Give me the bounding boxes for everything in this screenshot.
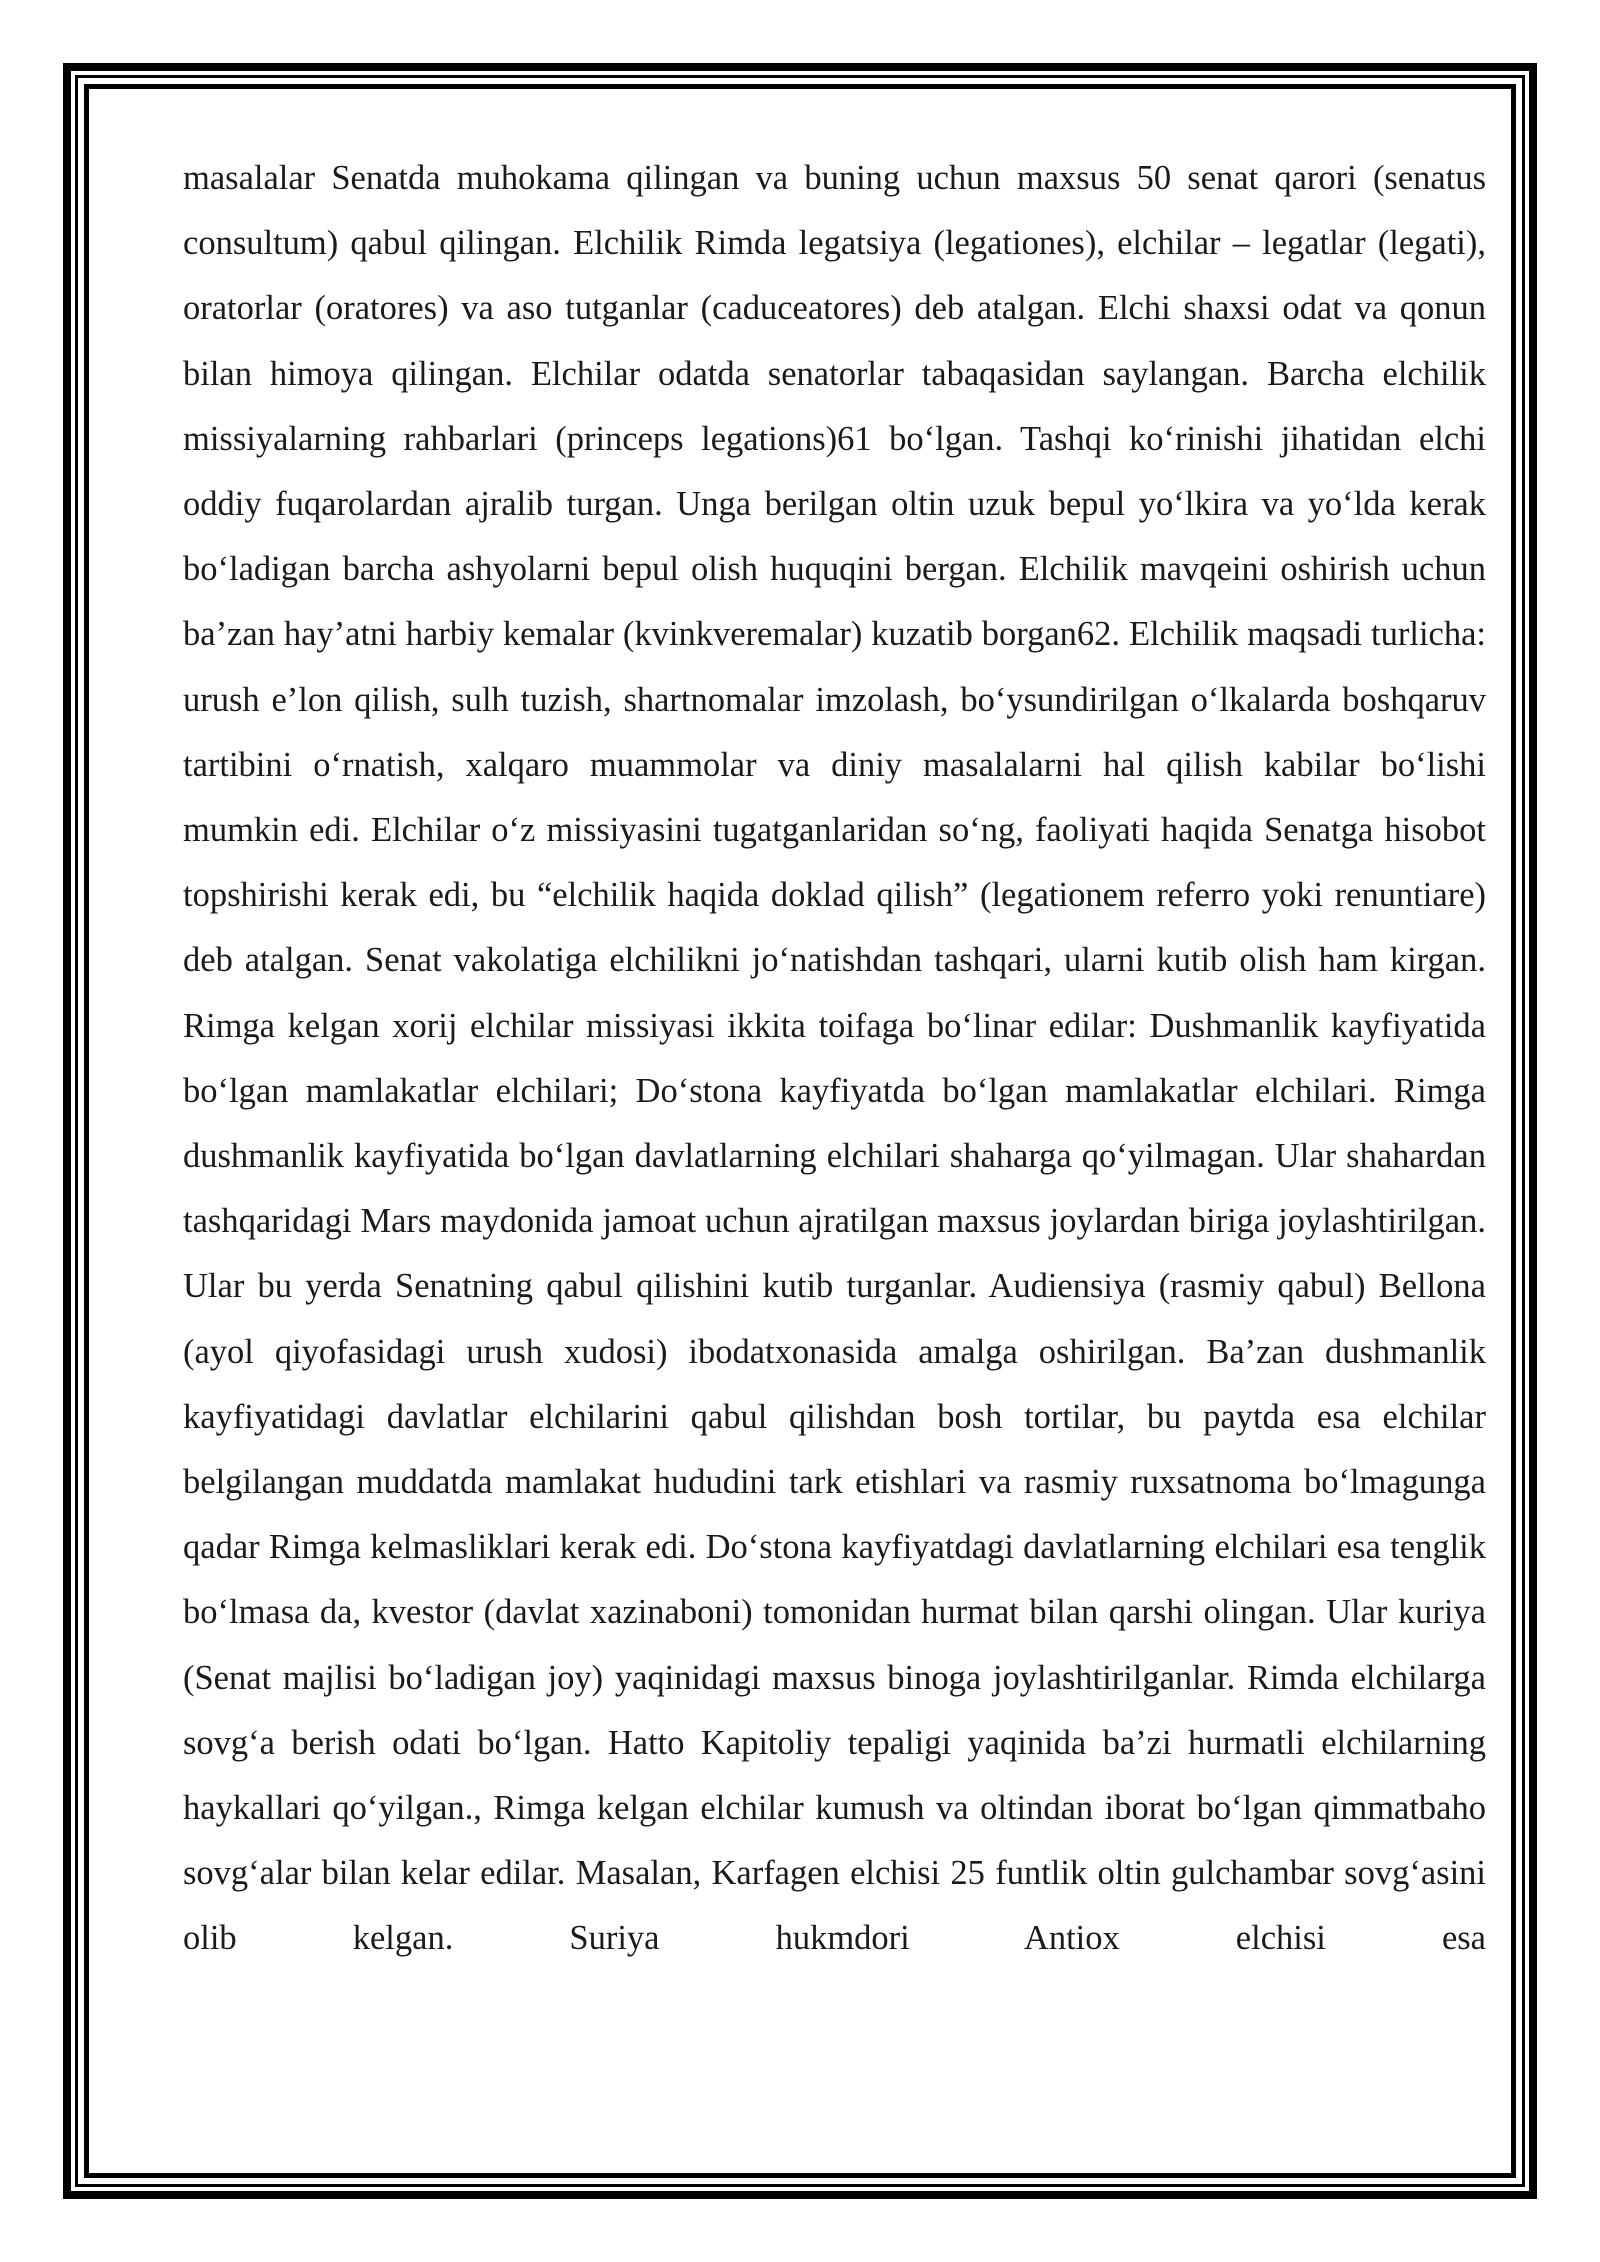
- body-paragraph: masalalar Senatda muhokama qilingan va buning uchun maxsus 50 senat qarori (senatus consultum) qabul qilingan. Elchilik Rimda legatsiya (legationes), elchilar – legatlar (legati), oratorlar (oratores) va aso tutganlar (caduceatores) deb atalgan. Elchi shaxsi odat va qonun bilan himoya qilingan. Elchilar odatda senatorlar tabaqasidan saylangan. Barcha elchilik missiyalarning rahbarlari (princeps legations)61 bo‘lgan. Tashqi ko‘rinishi jihatidan elchi oddiy fuqarolardan ajralib turgan. Unga berilgan oltin uzuk bepul yo‘lkira va yo‘lda kerak bo‘ladigan barcha ashyolarni bepul olish huquqini bergan. Elchilik mavqeini oshirish uchun ba’zan hay’atni harbiy kemalar (kvinkveremalar) kuzatib borgan62. Elchilik maqsadi turlicha: urush e’lon qilish, sulh tuzish, shartnomalar imzolash, bo‘ysundirilgan o‘lkalarda boshqaruv tartibini o‘rnatish, xalqaro muammolar va diniy masalalarni hal qilish kabilar bo‘lishi mumkin edi. Elchilar o‘z missiyasini tugatganlaridan so‘ng, faoliyati haqida Senatga hisobot topshirishi kerak edi, bu “elchilik haqida doklad qilish” (legationem referro yoki renuntiare) deb atalgan. Senat vakolatiga elchilikni jo‘natishdan tashqari, ularni kutib olish ham kirgan. Rimga kelgan xorij elchilar missiyasi ikkita toifaga bo‘linar edilar: Dushmanlik kayfiyatida bo‘lgan mamlakatlar elchilari; Do‘stona kayfiyatda bo‘lgan mamlakatlar elchilari. Rimga dushmanlik kayfiyatida bo‘lgan davlatlarning elchilari shaharga qo‘yilmagan. Ular shahardan tashqaridagi Mars maydonida jamoat uchun ajratilgan maxsus joylardan biriga joylashtirilgan. Ular bu yerda Senatning qabul qilishini kutib turganlar. Audiensiya (rasmiy qabul) Bellona (ayol qiyofasidagi urush xudosi) ibodatxonasida amalga oshirilgan. Ba’zan dushmanlik kayfiyatidagi davlatlar elchilarini qabul qilishdan bosh tortilar, bu paytda esa elchilar belgilangan muddatda mamlakat hududini tark etishlari va rasmiy ruxsatnoma bo‘lmagunga qadar Rimga kelmasliklari kerak edi. Do‘stona kayfiyatdagi davlatlarning elchilari esa tenglik bo‘lmasa da, kvestor (davlat xazinaboni) tomonidan hurmat bilan qarshi olingan. Ular kuriya (Senat majlisi bo‘ladigan joy) yaqinidagi maxsus binoga joylashtirilganlar. Rimda elchilarga sovg‘a berish odati bo‘lgan. Hatto Kapitoliy tepaligi yaqinida ba’zi hurmatli elchilarning haykallari qo‘yilgan., Rimga kelgan elchilar kumush va oltindan iborat bo‘lgan qimmatbaho sovg‘alar bilan kelar edilar. Masalan, Karfagen elchisi 25 funtlik oltin gulchambar sovg‘asini olib kelgan. Suriya hukmdori Antiox elchisi esa: [183, 159, 1486, 1958]
